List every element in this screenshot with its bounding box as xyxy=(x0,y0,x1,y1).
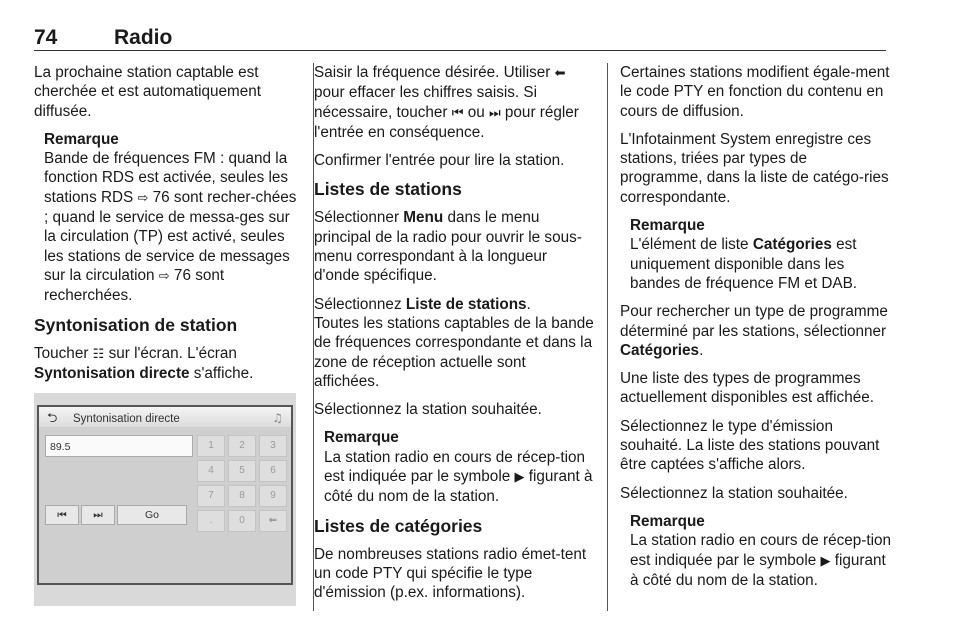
next-button[interactable]: ⏭ xyxy=(81,505,115,525)
note-title: Remarque xyxy=(630,217,705,235)
backspace-icon[interactable]: ⇐ xyxy=(259,510,287,532)
key-4[interactable]: 4 xyxy=(197,460,225,482)
prev-button[interactable]: ⏮ xyxy=(45,505,79,525)
note-title: Remarque xyxy=(324,429,399,447)
paragraph: La prochaine station captable est cherchée et est automatiquement diffusée. xyxy=(34,64,262,120)
note: Remarque L'élément de liste Catégories est uniquement disponible dans les bandes de fréquence FM et DAB. xyxy=(630,216,892,293)
paragraph: Certaines stations modifient égale-ment le code PTY en fonction du contenu en cours de diffusion. xyxy=(620,64,890,120)
key-1[interactable]: 1 xyxy=(197,435,225,457)
paragraph: Sélectionner Menu dans le menu principal de la radio pour ouvrir le sous-menu correspondant à la longueur d'onde spécifique. xyxy=(314,209,582,285)
paragraph: Confirmer l'entrée pour lire la station. xyxy=(314,152,565,170)
note-title: Remarque xyxy=(44,130,119,148)
screen-title: Syntonisation directe xyxy=(73,413,180,426)
screen-body xyxy=(37,427,293,585)
column-divider xyxy=(607,63,608,611)
paragraph: Sélectionnez la station souhaitée. xyxy=(620,484,848,502)
section-title: Radio xyxy=(114,26,173,49)
page-ref-arrow-icon: ⇨ xyxy=(137,190,149,206)
bold-term: Catégories xyxy=(620,341,700,359)
column-1 xyxy=(34,63,302,606)
tune-icon: ☷ xyxy=(92,346,105,362)
key-8[interactable]: 8 xyxy=(228,485,256,507)
paragraph: L'Infotainment System enregistre ces stations, triées par types de programme, dans la liste de catégo-ries correspondante. xyxy=(620,130,889,206)
note-text: Bande de fréquences FM : quand la fonction RDS est activée, seules les stations RDS xyxy=(44,150,289,206)
note-title: Remarque xyxy=(630,512,705,530)
header-rule xyxy=(34,50,886,51)
key-5[interactable]: 5 xyxy=(228,460,256,482)
heading-category-lists: Listes de catégories xyxy=(314,515,483,536)
key-3[interactable]: 3 xyxy=(259,435,287,457)
play-marker-icon: ▶ xyxy=(820,553,831,569)
note-text: 76 sont recher-chées ; quand le service de messa-ges sur la circulation (TP) est activé, seules les stations de service de messages sur la circulation xyxy=(44,188,297,284)
screen-title-bar xyxy=(37,405,293,427)
heading-station-lists: Listes de stations xyxy=(314,179,462,200)
skip-back-icon: ⏮ xyxy=(451,105,464,121)
skip-forward-icon: ⏭ xyxy=(488,105,501,121)
page-number: 74 xyxy=(34,26,58,49)
play-marker-icon: ▶ xyxy=(514,470,525,486)
note-text: 76 sont recherchées. xyxy=(44,266,225,305)
page-ref-arrow-icon: ⇨ xyxy=(158,268,170,284)
note: Remarque La station radio en cours de récep-tion est indiquée par le symbole ▶ figurant à côté du nom de la station. xyxy=(630,512,892,589)
bold-term: Syntonisation directe xyxy=(34,364,190,382)
heading-tuning: Syntonisation de station xyxy=(34,314,238,335)
paragraph: Sélectionnez la station souhaitée. xyxy=(314,401,542,419)
bold-term: Menu xyxy=(403,209,444,227)
keypad xyxy=(197,435,287,532)
key-0[interactable]: 0 xyxy=(228,510,256,532)
paragraph: Toucher ☷ sur l'écran. L'écran Syntonisation directe s'affiche. xyxy=(34,344,254,382)
frequency-input[interactable]: 89.5 xyxy=(45,435,193,457)
note xyxy=(44,130,302,306)
key-9[interactable]: 9 xyxy=(259,485,287,507)
page-header xyxy=(34,26,886,52)
paragraph: Pour rechercher un type de programme déterminé par les stations, sélectionner Catégories. xyxy=(620,303,888,359)
paragraph: Une liste des types de programmes actuellement disponibles est affichée. xyxy=(620,370,874,407)
key-dot[interactable]: . xyxy=(197,510,225,532)
paragraph: Saisir la fréquence désirée. Utiliser ⬅ pour effacer les chiffres saisis. Si nécessaire, toucher ⏮ ou ⏭ pour régler l'entrée en conséquence. xyxy=(314,64,579,141)
bold-term: Catégories xyxy=(752,236,832,254)
key-6[interactable]: 6 xyxy=(259,460,287,482)
backspace-arrow-icon: ⬅ xyxy=(554,66,566,81)
key-2[interactable]: 2 xyxy=(228,435,256,457)
screenshot-direct-tuning xyxy=(34,393,296,606)
back-icon[interactable]: ⮌ xyxy=(47,411,58,427)
column-2 xyxy=(314,63,594,612)
go-button[interactable]: Go xyxy=(117,505,187,525)
music-note-icon[interactable]: ♫ xyxy=(272,411,283,426)
paragraph: De nombreuses stations radio émet-tent un code PTY qui spécifie le type d'émission (p.ex. informations). xyxy=(314,545,587,602)
paragraph: Sélectionnez Liste de stations. Toutes les stations captables de la bande de fréquences correspondante et dans la zone de réception actuelle sont affichées. xyxy=(314,295,594,390)
key-7[interactable]: 7 xyxy=(197,485,225,507)
screen-controls xyxy=(45,505,187,525)
bold-term: Liste de stations xyxy=(405,295,527,313)
column-3 xyxy=(620,63,892,599)
note: Remarque La station radio en cours de récep-tion est indiquée par le symbole ▶ figurant à côté du nom de la station. xyxy=(324,429,593,506)
paragraph: Sélectionnez le type d'émission souhaité. La liste des stations pouvant être captées s'affiche alors. xyxy=(620,417,880,474)
